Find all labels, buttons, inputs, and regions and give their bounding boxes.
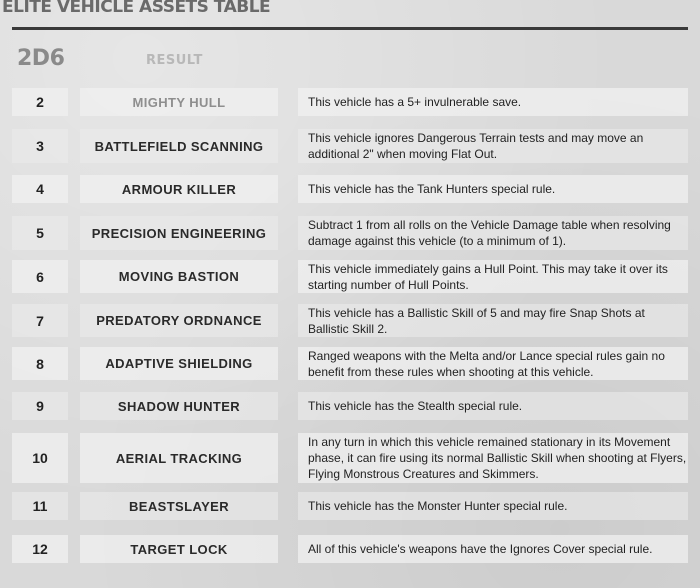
asset-name: ARMOUR KILLER — [80, 175, 278, 203]
roll-value: 8 — [12, 347, 68, 380]
roll-value: 12 — [12, 535, 68, 563]
title-divider — [12, 27, 688, 30]
asset-name: MIGHTY HULL — [80, 88, 278, 116]
table-row — [0, 304, 700, 337]
asset-description: Subtract 1 from all rolls on the Vehicle Damage table when resolving damage against this vehicle (to a minimum of 1). — [298, 216, 688, 250]
asset-description: This vehicle immediately gains a Hull Point. This may take it over its starting number of Hull Points. — [298, 260, 688, 293]
roll-value: 5 — [12, 216, 68, 250]
roll-value: 7 — [12, 304, 68, 337]
table-row — [0, 175, 700, 203]
result-column-header: RESULT — [146, 53, 203, 68]
asset-name: TARGET LOCK — [80, 535, 278, 563]
asset-name: AERIAL TRACKING — [80, 433, 278, 483]
asset-name: SHADOW HUNTER — [80, 392, 278, 420]
table-row — [0, 88, 700, 116]
table-row — [0, 492, 700, 520]
table-row — [0, 347, 700, 380]
roll-value: 6 — [12, 260, 68, 293]
asset-description: This vehicle has the Tank Hunters special rule. — [298, 175, 688, 203]
roll-value: 9 — [12, 392, 68, 420]
table-row — [0, 433, 700, 483]
table-row — [0, 535, 700, 563]
asset-description: This vehicle has a 5+ invulnerable save. — [298, 88, 688, 116]
asset-name: MOVING BASTION — [80, 260, 278, 293]
asset-description: This vehicle ignores Dangerous Terrain tests and may move an additional 2" when moving Flat Out. — [298, 129, 688, 163]
asset-description: This vehicle has a Ballistic Skill of 5 and may fire Snap Shots at Ballistic Skill 2. — [298, 304, 688, 337]
roll-value: 3 — [12, 129, 68, 163]
asset-name: PRECISION ENGINEERING — [80, 216, 278, 250]
asset-name: PREDATORY ORDNANCE — [80, 304, 278, 337]
asset-description: This vehicle has the Monster Hunter special rule. — [298, 492, 688, 520]
section-title: ELITE VEHICLE ASSETS TABLE — [2, 0, 271, 17]
asset-description: This vehicle has the Stealth special rule. — [298, 392, 688, 420]
asset-description: In any turn in which this vehicle remained stationary in its Movement phase, it can fire using its normal Ballistic Skill when shooting at Flyers, Flying Monstrous Creatures and Skimmers. — [298, 433, 688, 483]
asset-description: Ranged weapons with the Melta and/or Lance special rules gain no benefit from these rules when shooting at this vehicle. — [298, 347, 688, 380]
roll-value: 2 — [12, 88, 68, 116]
roll-value: 10 — [12, 433, 68, 483]
asset-name: BEASTSLAYER — [80, 492, 278, 520]
roll-value: 4 — [12, 175, 68, 203]
roll-value: 11 — [12, 492, 68, 520]
asset-description: All of this vehicle's weapons have the Ignores Cover special rule. — [298, 535, 688, 563]
asset-name: ADAPTIVE SHIELDING — [80, 347, 278, 380]
roll-column-header: 2D6 — [17, 46, 65, 71]
table-row — [0, 129, 700, 163]
table-row — [0, 392, 700, 420]
asset-name: BATTLEFIELD SCANNING — [80, 129, 278, 163]
table-row — [0, 216, 700, 250]
table-row — [0, 260, 700, 293]
